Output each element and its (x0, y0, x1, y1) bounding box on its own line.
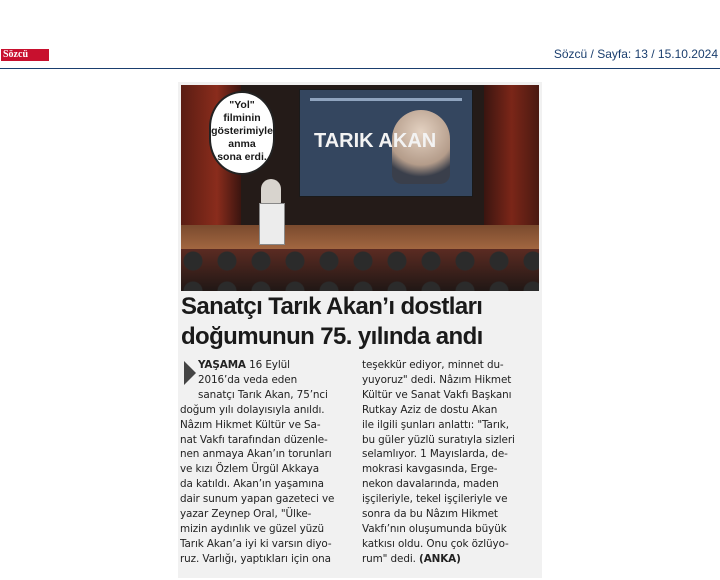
projection-screen (299, 89, 473, 197)
header-rule (0, 68, 720, 69)
article-line: bu güler yüzlü suratıyla sizleri (362, 433, 515, 446)
article-line: doğum yılı dolayısıyla anıldı. (180, 403, 325, 416)
article-line: nekon davalarında, maden (362, 478, 499, 491)
speaker-figure (261, 179, 281, 205)
article-headline (181, 292, 541, 352)
article-line: dair sunum yapan gazeteci ve (180, 493, 335, 506)
article-line: Rutkay Aziz de dostu Akan (362, 403, 498, 416)
photo-caption-bubble (209, 91, 275, 175)
article-line: yazar Zeynep Oral, "Ülke- (180, 508, 312, 521)
caption-line: "Yol" (229, 99, 255, 111)
article-line: sonra da bu Nâzım Hikmet (362, 508, 498, 521)
article-column-left (180, 358, 358, 567)
article-line: işçileriyle, tekel işçileriyle ve (362, 493, 508, 506)
article-line: yuyoruz" dedi. Nâzım Hikmet (362, 373, 512, 386)
article-line: nat Vakfı tarafından düzenle- (180, 433, 328, 446)
headline-line: Sanatçı Tarık Akan’ı dostları (181, 293, 483, 320)
screen-banner (310, 98, 462, 101)
article-column-right (362, 358, 540, 567)
news-clipping (178, 82, 542, 578)
article-lead: YAŞAMA (198, 359, 246, 371)
article-line: selamlıyor. 1 Mayıslarda, de- (362, 448, 508, 461)
article-line (180, 358, 358, 373)
article-line: nen anmaya Akan’ın torunları (180, 448, 332, 461)
article-line: teşekkür ediyor, minnet du- (362, 359, 504, 371)
page-meta: Sözcü / Sayfa: 13 / 15.10.2024 (553, 47, 718, 61)
podium (259, 203, 285, 245)
article-line: Vakfı’nın oluşumunda büyük (362, 522, 507, 535)
article-line: katkısı oldu. Onu çok özlüyo- (362, 537, 509, 550)
article-line: Kültür ve Sanat Vakfı Başkanı (362, 388, 512, 401)
audience (181, 249, 539, 291)
article-line (362, 552, 540, 567)
caption-line: anma (228, 138, 256, 150)
article-last-line: rum" dedi. (362, 552, 416, 565)
caption-line: gösterimiyle (211, 125, 273, 137)
article-line: da katıldı. Akan’ın yaşamına (180, 478, 324, 491)
article-line: sanatçı Tarık Akan, 75’nci (198, 388, 328, 401)
agency-credit: (ANKA) (419, 552, 461, 565)
article-line: 2016’da veda eden (198, 373, 298, 386)
event-photo (181, 85, 539, 291)
article-line: mokrasi kavgasında, Erge- (362, 463, 498, 476)
article-first-line: 16 Eylül (245, 359, 290, 371)
caption-line: filminin (223, 112, 261, 124)
headline-line: doğumunun 75. yılında andı (181, 323, 483, 350)
article-line: mizin aydınlık ve güzel yüzü (180, 522, 324, 535)
article-line: Nâzım Hikmet Kültür ve Sa- (180, 418, 321, 431)
article-line: Tarık Akan’a iyi ki varsın diyo- (180, 537, 332, 550)
caption-line: sona erdi. (217, 151, 267, 163)
article-line: ruz. Varlığı, yaptıkları için ona (180, 552, 331, 565)
article-line: ve kızı Özlem Ürgül Akkaya (180, 463, 320, 476)
screen-title: TARIK AKAN (314, 130, 437, 152)
article-line: ile ilgili şunları anlattı: "Tarık, (362, 418, 509, 431)
sozcu-logo: Sözcü (1, 49, 49, 61)
page-header (0, 0, 720, 70)
